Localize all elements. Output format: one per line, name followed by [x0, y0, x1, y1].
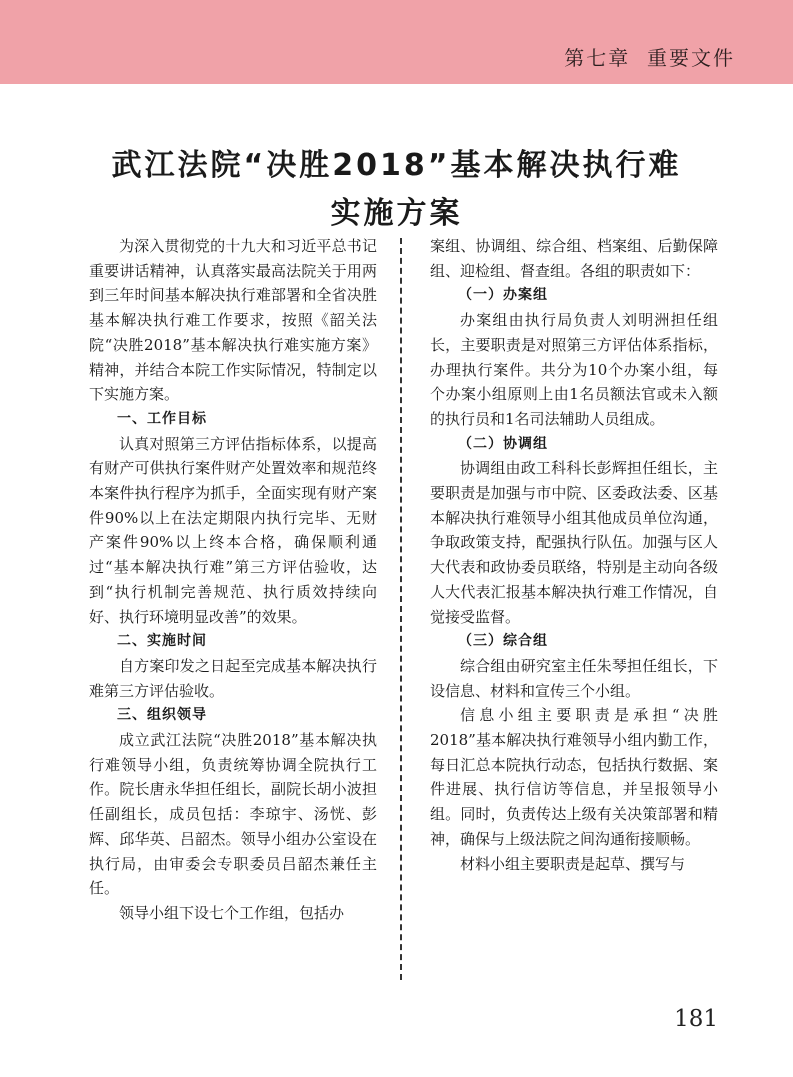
paragraph: 自方案印发之日起至完成基本解决执行难第三方评估验收。 [89, 656, 377, 700]
paragraph: 综合组由研究室主任朱琴担任组长，下设信息、材料和宣传三个小组。 [430, 656, 718, 700]
page-number: 181 [674, 1006, 718, 1032]
paragraph: 认真对照第三方评估指标体系，以提高有财产可供执行案件财产处置效率和规范终本案件执行程序为抓手，全面实现有财产案件90%以上在法定期限内执行完毕、无财产案件90%以上终本合格，确保顺利通过“基本解决执行难”第三方评估验收，达到“执行机制完善规范、执行质效持续向好、执行环境明显改善”的效果。 [89, 434, 377, 626]
paragraph: 领导小组下设七个工作组，包括办 [119, 903, 345, 922]
section-heading: 一、工作目标 [117, 410, 207, 427]
paragraph: 成立武江法院“决胜2018”基本解决执行难领导小组，负责统筹协调全院执行工作。院长唐永华担任组长，副院长胡小波担任副组长，成员包括：李琼宇、汤恍、彭辉、邱华英、吕韶杰。领导小组办公室设在执行局，由审委会专职委员吕韶杰兼任主任。 [89, 731, 377, 898]
subsection-heading: （一）办案组 [458, 287, 548, 304]
column-divider [400, 238, 402, 980]
chapter-header-band [0, 0, 793, 84]
paragraph: 协调组由政工科科长彭辉担任组长，主要职责是加强与市中院、区委政法委、区基本解决执行难领导小组其他成员单位沟通，争取政策支持，配强执行队伍。加强与区人大代表和政协委员联络，特别是主动向各级人大代表汇报基本解决执行难工作情况，自觉接受监督。 [430, 459, 718, 626]
paragraph: 办案组由执行局负责人刘明洲担任组长，主要职责是对照第三方评估体系指标，办理执行案件。共分为10个办案小组，每个办案小组原则上由1名员额法官或未入额的执行员和1名司法辅助人员组成。 [430, 311, 718, 428]
left-text-column [89, 234, 377, 926]
paragraph: 为深入贯彻党的十九大和习近平总书记重要讲话精神，认真落实最高法院关于用两到三年时间基本解决执行难部署和全省决胜基本解决执行难工作要求，按照《韶关法院“决胜2018”基本解决执行难实施方案》精神，并结合本院工作实际情况，特制定以下实施方案。 [89, 237, 377, 404]
section-heading: 二、实施时间 [117, 633, 207, 650]
document-title-line-2: 实施方案 [330, 196, 463, 231]
subsection-heading: （二）协调组 [458, 435, 548, 452]
section-heading: 三、组织领导 [117, 707, 207, 724]
chapter-label: 第七章 重要文件 [564, 46, 735, 70]
document-title-line-1: 武江法院“决胜2018”基本解决执行难 [111, 148, 682, 183]
paragraph: 信息小组主要职责是承担“决胜2018”基本解决执行难领导小组内勤工作，每日汇总本院执行动态，包括执行数据、案件进展、执行信访等信息，并呈报领导小组。同时，负责传达上级有关决策部署和精神，确保与上级法院之间沟通衔接顺畅。 [430, 706, 718, 848]
paragraph-continuation: 案组、协调组、综合组、档案组、后勤保障组、迎检组、督查组。各组的职责如下： [430, 237, 718, 280]
right-text-column [430, 234, 718, 876]
subsection-heading: （三）综合组 [458, 633, 548, 650]
paragraph: 材料小组主要职责是起草、撰写与 [460, 854, 686, 873]
